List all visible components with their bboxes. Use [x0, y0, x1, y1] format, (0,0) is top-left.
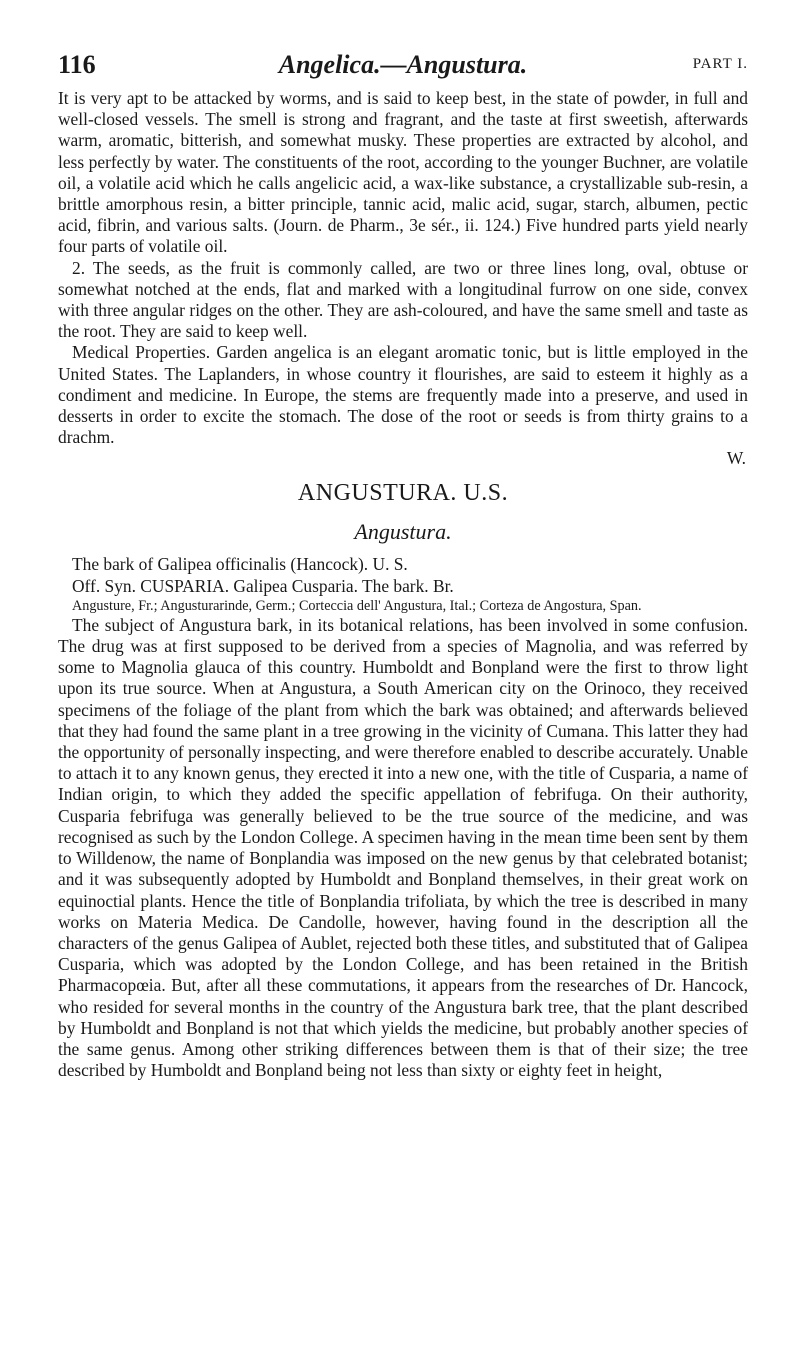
paragraph-botanical-history: The subject of Angustura bark, in its botanical relations, has been involved in some confusion. The drug was at first supposed to be derived from a species of Magnolia, and was referred by some to Magnolia glauca of this country. Humboldt and Bonpland were the first to throw light upon its true source. When at Angustura, a South American city on the Orinoco, they received specimens of the foliage of the plant from which the bark was obtained; and afterwards believed that they had found the same plant in a tree growing in the vicinity of Cumana. This latter they had the opportunity of personally inspecting, and were therefore enabled to describe accurately. Unable to attach it to any known genus, they erected it into a new one, with the title of Cusparia, a name of Indian origin, to which they added the specific appellation of febrifuga. On their authority, Cusparia febrifuga was generally believed to be the true source of the medicine, and was recognised as such by the London College. A specimen having in the mean time been sent by them to Willdenow, the name of Bonplandia was imposed on the new genus by that celebrated botanist; and it was subsequently adopted by Humboldt and Bonpland themselves, in their great work on equinoctial plants. Hence the title of Bonplandia trifoliata, by which the tree is described in many works on Materia Medica. De Candolle, however, having found in the description all the characters of the genus Galipea of Aublet, rejected both these titles, and substituted that of Galipea Cusparia, which was adopted by the London College, and has been retained in the British Pharmacopœia. But, after all these commutations, it appears from the researches of Dr. Hancock, who resided for several months in the country of the Angustura bark tree, that the plant described by Humboldt and Bonpland is not that which yields the medicine, but probably another species of the same genus. Among other striking differences between them is that of their size; the tree described by Humboldt and Bonpland being not less than sixty or eighty feet in height,: [58, 614, 748, 1081]
part-label: PART I.: [692, 56, 748, 72]
paragraph-bark-definition: The bark of Galipea officinalis (Hancock). U. S.: [72, 554, 408, 575]
paragraph-angelica-root: It is very apt to be attacked by worms, and is said to keep best, in the state of powder, in full and well-closed vessels. The smell is strong and fragrant, and the taste at first sweetish, afterwards warm, aromatic, bitterish, and somewhat musky. These properties are extracted by alcohol, and less perfectly by water. The constituents of the root, according to the younger Buchner, are volatile oil, a volatile acid which he calls angelicic acid, a wax-like substance, a crystallizable sub-resin, a brittle amorphous resin, a bitter principle, tannic acid, malic acid, sugar, starch, albumen, pectic acid, fibrin, and various salts. (Journ. de Pharm., 3e sér., ii. 124.) Five hundred parts yield nearly four parts of volatile oil.: [58, 88, 748, 257]
running-title: Angelica.—Angustura.: [278, 50, 528, 79]
paragraph-official-synonym: Off. Syn. CUSPARIA. Galipea Cusparia. The bark. Br.: [72, 575, 454, 596]
section-heading: ANGUSTURA. U.S.: [297, 480, 509, 507]
paragraph-angelica-seeds: 2. The seeds, as the fruit is commonly called, are two or three lines long, oval, obtuse or somewhat notched at the ends, flat and marked with a longitudinal furrow on one side, convex with three angular ridges on the other. They are ash-coloured, and have the same smell and taste as the root. They are said to keep well.: [58, 257, 748, 342]
page-body: [58, 88, 748, 1081]
paragraph-medical-properties: Medical Properties. Garden angelica is an elegant aromatic tonic, but is little employed in the United States. The Laplanders, in whose country it flourishes, are said to esteem it highly as a condiment and medicine. In Europe, the stems are frequently made into a preserve, and used in desserts in order to excite the stomach. The dose of the root or seeds is from thirty grains to a drachm.: [58, 342, 748, 448]
running-header: [58, 46, 748, 86]
section-subheading: Angustura.: [354, 519, 452, 545]
page-number: 116: [58, 50, 96, 79]
author-signature: W.: [726, 448, 746, 469]
paragraph-foreign-names: Angusture, Fr.; Angusturarinde, Germ.; Corteccia dell' Angustura, Ital.; Corteza de Angostura, Span.: [72, 597, 642, 614]
